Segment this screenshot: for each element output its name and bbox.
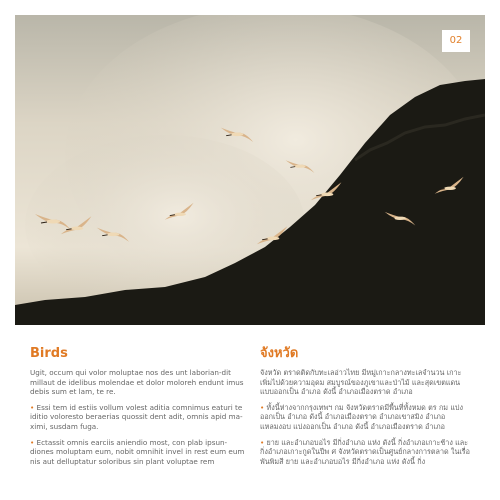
bullet-item: [30, 438, 245, 467]
bullet-icon: •: [260, 402, 265, 412]
bullet-item: [260, 403, 475, 432]
section-title-province: จังหวัด: [260, 346, 299, 361]
bullet-text: ทั้งนี้ห่างจากกรุงเทพฯ กม จังหวัดตราดมีพื้นที่ทั้งหมด ตร กม แบ่งออกเป็น อำเภอ ดังนี้ อำเภอเมืองตราด อำเภอเขาสมิง อำเภอ แหลมงอบ แบ่งออกเป็น อำเภอ ดังนี้ อำเภอเมืองตราด อำเภอ: [260, 402, 464, 431]
bullet-text: Ectassit omnis earciis aniendio most, con plab ipsun-diones moluptam eum, nobit omnihit invel in rest eum eum nis aut delluptatur soloribus sin plant voluptae rem: [30, 437, 245, 466]
left-column: [30, 346, 245, 472]
bullet-icon: •: [30, 402, 35, 412]
bullet-text: Essi tem id estiis vollum volest aditia comnimus eaturi te iditio voloresto beraerias quossit dent adit, omnis apid ma-ximi, susdam fuga.: [30, 402, 243, 431]
section-title-birds: Birds: [30, 346, 68, 361]
page-number: 02: [442, 30, 470, 52]
hero-photo: [15, 15, 485, 325]
bullet-item: [30, 403, 245, 432]
egrets-in-flight-photo: [15, 15, 485, 325]
bullet-item: [260, 438, 475, 467]
bullet-text: ยาย และอำเภอบอไร มีกิ่งอำเภอ แห่ง ดังนี้ กิ่งอำเภอเกาะช้าง และกิ่งอำเภอเกาะกูดในปีพ ศ จังหวัดตราดเป็นศูนย์กลางการตลาด ในเรื่อพันพิมสี ยาย และอำเภอบอไร มีกิ่งอำเภอ แห่ง ดังนี้ กิ่ง: [260, 437, 470, 466]
intro-paragraph: จังหวัด ตราดติดกับทะเลอ่าวไทย มีหมู่เกาะกลางทะเลจำนวน เกาะ เพิ่มไปด้วยความอุดม สมบูรณ์ของภูเขาและป่าไม้ และสุดเขตแดน แบบออกเป็น อำเภอ ดังนี้ อำเภอเมืองตราด อำเภอ: [260, 368, 462, 397]
right-column: [260, 346, 475, 472]
bullet-icon: •: [30, 437, 35, 447]
intro-paragraph: Ugit, occum qui volor moluptae nos des unt laborian-dit millaut de idelibus molendae et dolor moloreh endunt imus debis sum et lam, te re.: [30, 368, 244, 397]
bullet-icon: •: [260, 437, 265, 447]
